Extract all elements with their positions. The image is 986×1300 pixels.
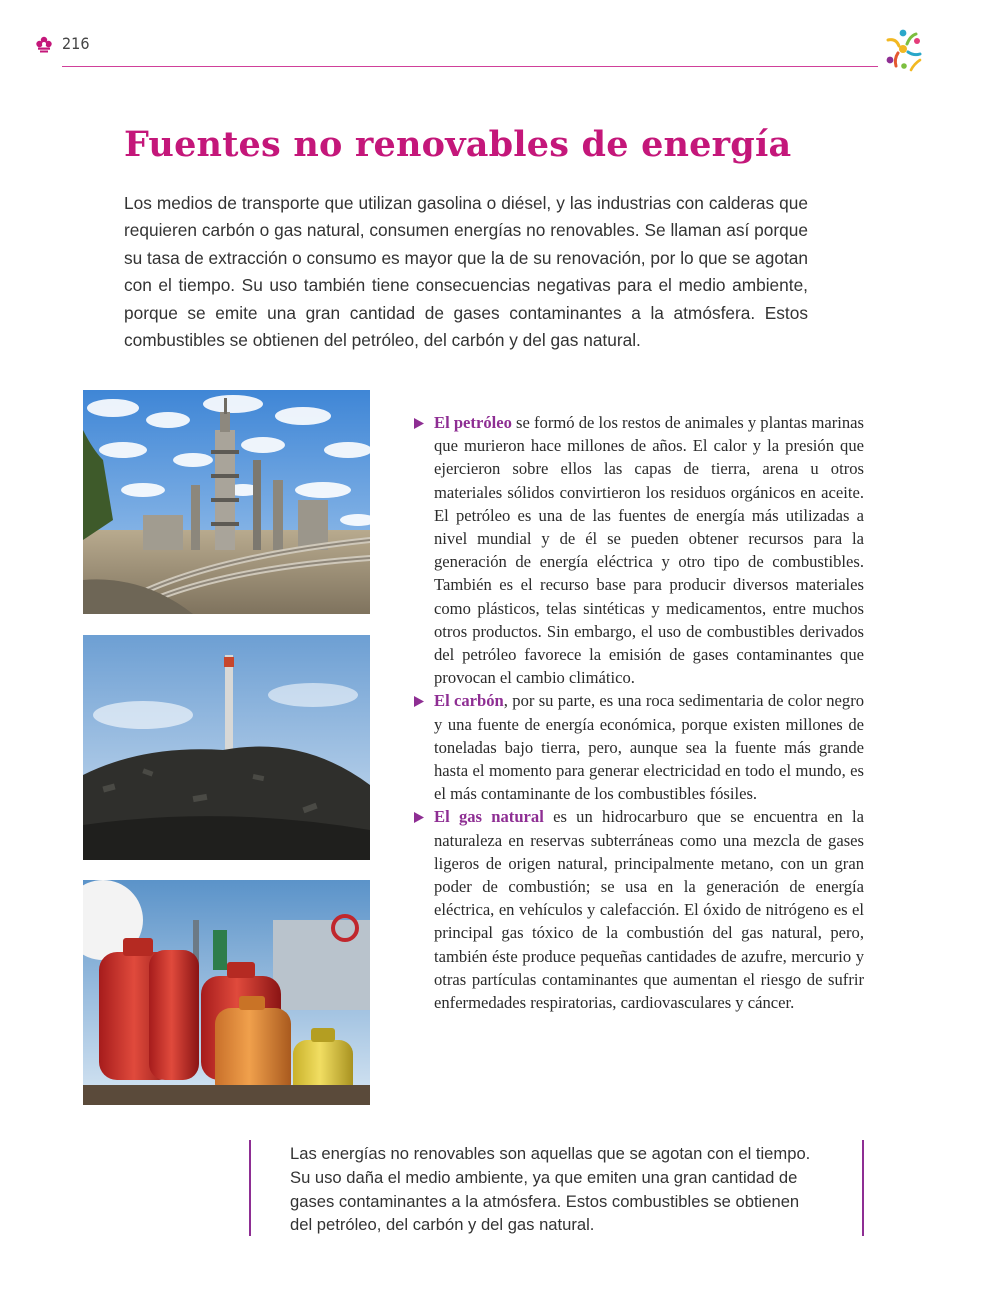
text-petroleo: se formó de los restos de animales y plantas marinas que murieron hace millones de años. El calor y la presión que ejercieron sobre ellos las capas de tierra, arena u otros materiales sólidos convirtieron los residuos orgánicos en aceite. El petróleo es una de las fuentes de energía más utilizadas a nivel mundial y de él se pueden obtener recursos para la generación de energía eléctrica y otro tipo de combustibles. También es el recurso base para producir diversos materiales como plásticos, telas sintéticas y medicamentos, entre muchos otros productos. Sin embargo, el uso de combustibles derivados del petróleo favorece la emisión de gases contaminantes que provocan el cambio climático. (434, 413, 864, 688)
page-number: 216 (62, 34, 90, 53)
term-gas-natural: El gas natural (434, 807, 544, 827)
refinery-photo (83, 390, 370, 614)
term-petroleo: El petróleo (434, 413, 512, 432)
text-carbon: , por su parte, es una roca sedimentaria de color negro y una fuente de energía económica, porque existen millones de toneladas bajo tierra, pero, aunque sea la fuente más grande hasta el momento para generar electricidad en todo el mundo, es el más contaminante de los combustibles fósiles. (434, 691, 865, 804)
flower-icon (34, 34, 54, 54)
text-gas-natural: es un hidrocarburo que se encuentra en la naturaleza en reservas subterráneas como una mezcla de gases ligeros de origen natural, principalmente metano, con un gran poder de combustión; se usa en la generación de energía eléctrica, en vehículos y calefacción. El óxido de nitrógeno es el principal gas tóxico de la combustión del gas natural, pero, también éste produce pequeñas cantidades de azufre, mercurio y otras partículas contaminantes que aumentan el riesgo de sufrir enfermedades respiratorias, cardiovasculares y cáncer. (434, 807, 864, 1013)
bullet-arrow-icon (414, 696, 424, 707)
page-title: Fuentes no renovables de energía (124, 124, 792, 165)
term-carbon: El carbón (434, 691, 504, 711)
list-item-carbon (412, 689, 864, 805)
summary-bar-right (862, 1140, 864, 1236)
gas-cylinders-photo (83, 880, 370, 1105)
summary-text: Las energías no renovables son aquellas que se agotan con el tiempo. Su uso daña el medio ambiente, ya que emiten una gran cantidad de gases contaminantes a la atmósfera. Estos combustibles se obtienen del petróleo, del carbón y del gas natural. (290, 1144, 811, 1235)
header-rule (62, 66, 878, 67)
energy-sources-list (412, 411, 864, 1014)
coal-photo (83, 635, 370, 860)
list-item-petroleo (412, 411, 864, 689)
summary-box (249, 1140, 864, 1236)
list-item-gas-natural (412, 805, 864, 1014)
bullet-arrow-icon (414, 812, 424, 823)
corner-logo-icon (880, 26, 926, 72)
bullet-arrow-icon (414, 418, 424, 429)
summary-bar-left (249, 1140, 251, 1236)
intro-paragraph: Los medios de transporte que utilizan gasolina o diésel, y las industrias con calderas que requieren carbón o gas natural, consumen energías no renovables. Se llaman así porque su tasa de extracción o consumo es mayor que la de su renovación, por lo que se agotan con el tiempo. Su uso también tiene consecuencias negativas para el medio ambiente, porque se emite una gran cantidad de gases contaminantes a la atmósfera. Estos combustibles se obtienen del petróleo, del carbón y del gas natural. (124, 193, 808, 351)
